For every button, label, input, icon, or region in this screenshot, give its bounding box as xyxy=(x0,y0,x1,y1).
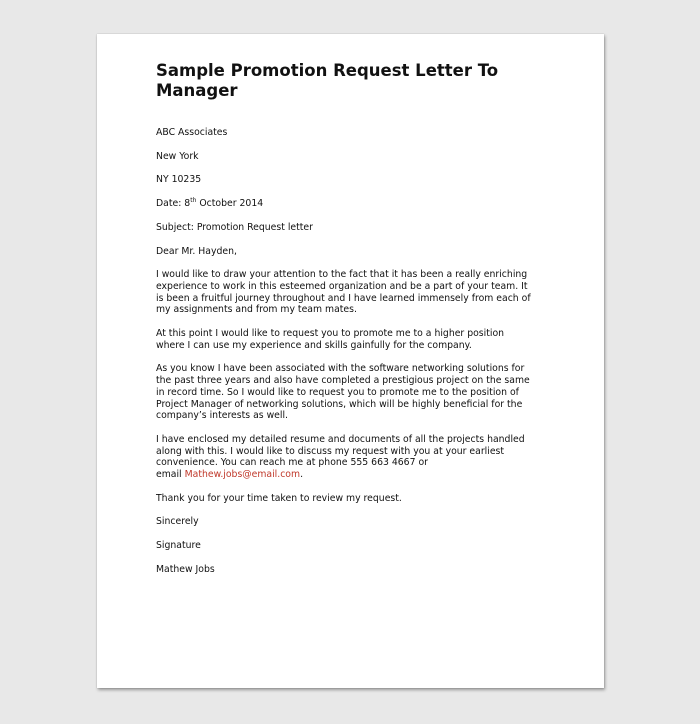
subject-line: Subject: Promotion Request letter xyxy=(156,221,313,233)
date-line xyxy=(156,198,548,210)
closing: Sincerely xyxy=(156,516,199,528)
paragraph-1 xyxy=(156,269,548,316)
salutation: Dear Mr. Hayden, xyxy=(156,245,237,257)
paragraph-4-line: along with this. I would like to discuss my request with you at your earliest xyxy=(156,445,505,457)
city: New York xyxy=(156,150,199,162)
thanks-line: Thank you for your time taken to review my request. xyxy=(156,492,402,504)
paragraph-2 xyxy=(156,328,548,351)
title-line-1: Sample Promotion Request Letter To xyxy=(156,61,499,80)
paragraph-3-line: As you know I have been associated with the software networking solutions for xyxy=(156,363,525,375)
title-line-2: Manager xyxy=(156,81,238,100)
sender-name: Mathew Jobs xyxy=(156,563,215,575)
email-prefix: email xyxy=(156,469,185,481)
email-line xyxy=(156,469,548,481)
paragraph-2-line: where I can use my experience and skills gainfully for the company. xyxy=(156,339,472,351)
date-ordinal: th xyxy=(190,197,197,205)
paragraph-4-line: I have enclosed my detailed resume and documents of all the projects handled xyxy=(156,433,525,445)
date-prefix: Date: 8 xyxy=(156,198,191,210)
email-suffix: . xyxy=(300,469,304,481)
paragraph-3-line: Project Manager of networking solutions, which will be highly beneficial for the xyxy=(156,398,523,410)
paragraph-3-line: company’s interests as well. xyxy=(156,410,289,422)
signature: Signature xyxy=(156,540,201,552)
date-rest: October 2014 xyxy=(196,198,264,210)
paragraph-4-line: convenience. You can reach me at phone 555 663 4667 or xyxy=(156,457,428,469)
paragraph-1-line: experience to work in this esteemed organization and be a part of your team. It xyxy=(156,280,528,292)
paragraph-1-line: I would like to draw your attention to the fact that it has been a really enriching xyxy=(156,269,528,281)
letter-content xyxy=(156,61,548,588)
paragraph-3-line: in record time. So I would like to request you to promote me to the position of xyxy=(156,386,519,398)
email-link[interactable]: Mathew.jobs@email.com xyxy=(184,469,301,481)
document-title xyxy=(156,61,548,101)
company-name: ABC Associates xyxy=(156,127,228,138)
paragraph-3-line: the past three years and also have completed a prestigious project on the same xyxy=(156,375,530,387)
paragraph-1-line: is been a fruitful journey throughout and I have learned immensely from each of xyxy=(156,292,531,304)
paragraph-2-line: At this point I would like to request you to promote me to a higher position xyxy=(156,328,505,340)
letter-page xyxy=(97,34,604,688)
paragraph-3 xyxy=(156,363,548,422)
paragraph-1-line: my assignments and from my team mates. xyxy=(156,304,357,316)
paragraph-4 xyxy=(156,434,548,481)
state-zip: NY 10235 xyxy=(156,174,202,186)
